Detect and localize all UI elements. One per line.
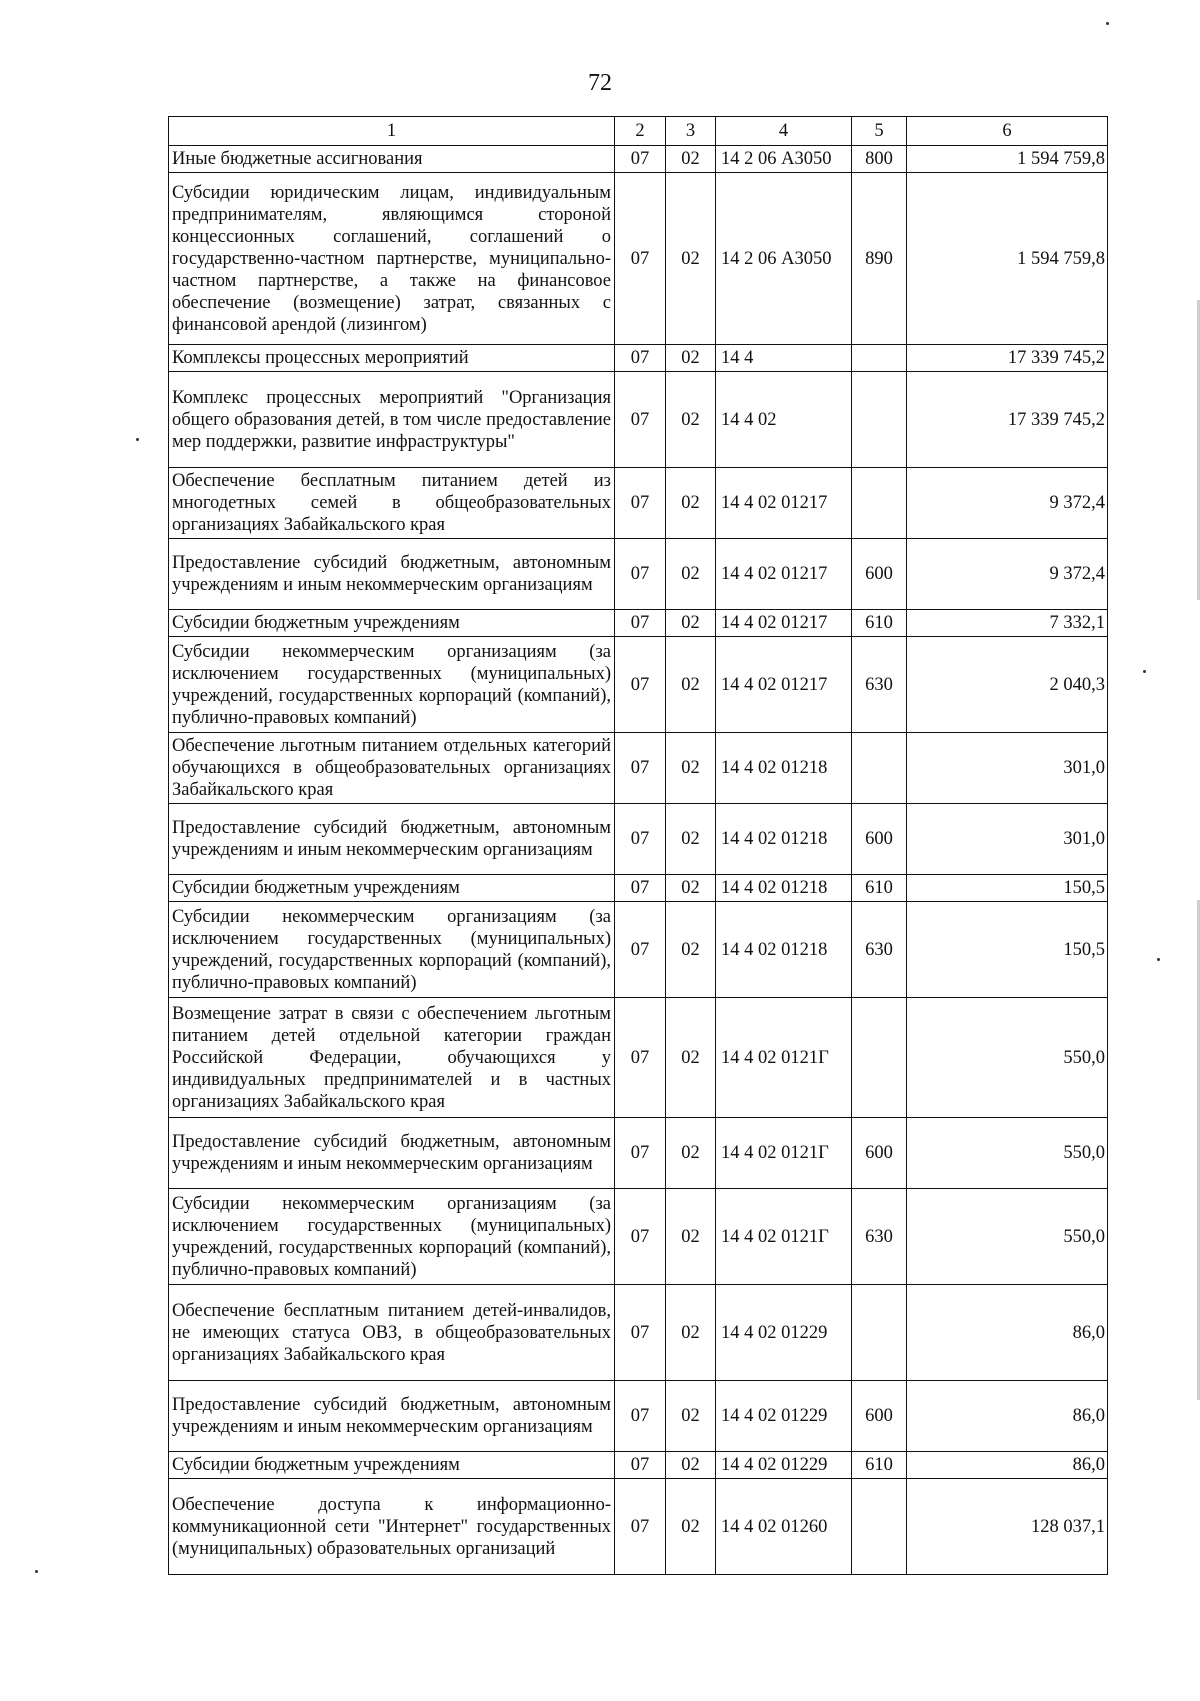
section-code-cell: 07	[615, 173, 666, 345]
section-code-cell: 07	[615, 610, 666, 637]
expense-type-cell: 600	[852, 539, 907, 610]
section-code-cell: 07	[615, 1189, 666, 1285]
section-code-cell: 07	[615, 733, 666, 804]
table-row	[169, 539, 1108, 610]
table-row	[169, 610, 1108, 637]
row-name-cell: Субсидии некоммерческим организациям (за исключением государственных (муниципальных) учреждений, государственных корпораций (компаний), публично-правовых компаний)	[169, 637, 615, 733]
amount-cell: 86,0	[907, 1452, 1108, 1479]
amount-cell: 7 332,1	[907, 610, 1108, 637]
subsection-code-cell: 02	[666, 902, 716, 998]
expense-type-cell: 600	[852, 1381, 907, 1452]
row-name-cell: Субсидии некоммерческим организациям (за исключением государственных (муниципальных) учреждений, государственных корпораций (компаний), публично-правовых компаний)	[169, 902, 615, 998]
row-name-cell: Обеспечение бесплатным питанием детей из многодетных семей в общеобразовательных организациях Забайкальского края	[169, 468, 615, 539]
target-article-cell: 14 4 02 01217	[716, 610, 852, 637]
target-article-cell: 14 4 02 01218	[716, 875, 852, 902]
subsection-code-cell: 02	[666, 1189, 716, 1285]
subsection-code-cell: 02	[666, 1285, 716, 1381]
section-code-cell: 07	[615, 1452, 666, 1479]
column-header: 4	[716, 117, 852, 146]
target-article-cell: 14 4 02 01260	[716, 1479, 852, 1575]
table-row	[169, 372, 1108, 468]
amount-cell: 9 372,4	[907, 539, 1108, 610]
expense-type-cell: 600	[852, 804, 907, 875]
subsection-code-cell: 02	[666, 610, 716, 637]
row-name-cell: Комплекс процессных мероприятий "Организация общего образования детей, в том числе предоставление мер поддержки, развитие инфраструктуры"	[169, 372, 615, 468]
subsection-code-cell: 02	[666, 1479, 716, 1575]
expense-type-cell	[852, 372, 907, 468]
table-row	[169, 1285, 1108, 1381]
amount-cell: 301,0	[907, 733, 1108, 804]
amount-cell: 9 372,4	[907, 468, 1108, 539]
amount-cell: 86,0	[907, 1285, 1108, 1381]
table-row	[169, 345, 1108, 372]
expense-type-cell: 610	[852, 610, 907, 637]
table-row	[169, 1452, 1108, 1479]
row-name-cell: Возмещение затрат в связи с обеспечением льготным питанием детей отдельной категории граждан Российской Федерации, обучающихся у индивидуальных предпринимателей и в частных организациях Забайкальского края	[169, 998, 615, 1118]
table-row	[169, 1189, 1108, 1285]
subsection-code-cell: 02	[666, 637, 716, 733]
amount-cell: 17 339 745,2	[907, 372, 1108, 468]
target-article-cell: 14 4 02 01229	[716, 1381, 852, 1452]
expense-type-cell	[852, 733, 907, 804]
expense-type-cell	[852, 1479, 907, 1575]
target-article-cell: 14 4 02 01229	[716, 1452, 852, 1479]
section-code-cell: 07	[615, 1118, 666, 1189]
expense-type-cell: 630	[852, 902, 907, 998]
row-name-cell: Субсидии бюджетным учреждениям	[169, 610, 615, 637]
amount-cell: 550,0	[907, 1189, 1108, 1285]
scan-speck	[136, 438, 139, 441]
table-row	[169, 637, 1108, 733]
row-name-cell: Комплексы процессных мероприятий	[169, 345, 615, 372]
row-name-cell: Предоставление субсидий бюджетным, автономным учреждениям и иным некоммерческим организациям	[169, 1118, 615, 1189]
subsection-code-cell: 02	[666, 733, 716, 804]
table-row	[169, 468, 1108, 539]
target-article-cell: 14 4 02 01218	[716, 902, 852, 998]
expense-type-cell	[852, 345, 907, 372]
section-code-cell: 07	[615, 875, 666, 902]
target-article-cell: 14 4 02 0121Г	[716, 1189, 852, 1285]
amount-cell: 150,5	[907, 902, 1108, 998]
amount-cell: 1 594 759,8	[907, 146, 1108, 173]
subsection-code-cell: 02	[666, 146, 716, 173]
target-article-cell: 14 4 02 01229	[716, 1285, 852, 1381]
section-code-cell: 07	[615, 146, 666, 173]
row-name-cell: Обеспечение льготным питанием отдельных категорий обучающихся в общеобразовательных организациях Забайкальского края	[169, 733, 615, 804]
target-article-cell: 14 4 02 01217	[716, 468, 852, 539]
row-name-cell: Предоставление субсидий бюджетным, автономным учреждениям и иным некоммерческим организациям	[169, 1381, 615, 1452]
section-code-cell: 07	[615, 902, 666, 998]
subsection-code-cell: 02	[666, 1118, 716, 1189]
expense-type-cell: 800	[852, 146, 907, 173]
expense-type-cell: 630	[852, 1189, 907, 1285]
target-article-cell: 14 4 02	[716, 372, 852, 468]
subsection-code-cell: 02	[666, 1381, 716, 1452]
row-name-cell: Иные бюджетные ассигнования	[169, 146, 615, 173]
subsection-code-cell: 02	[666, 804, 716, 875]
target-article-cell: 14 4 02 0121Г	[716, 998, 852, 1118]
row-name-cell: Обеспечение бесплатным питанием детей-инвалидов, не имеющих статуса ОВЗ, в общеобразовательных организациях Забайкальского края	[169, 1285, 615, 1381]
section-code-cell: 07	[615, 1285, 666, 1381]
table-row	[169, 733, 1108, 804]
scan-speck	[1143, 670, 1146, 673]
section-code-cell: 07	[615, 468, 666, 539]
subsection-code-cell: 02	[666, 173, 716, 345]
subsection-code-cell: 02	[666, 345, 716, 372]
target-article-cell: 14 4 02 01218	[716, 804, 852, 875]
subsection-code-cell: 02	[666, 468, 716, 539]
table-header-row	[169, 117, 1108, 146]
row-name-cell: Предоставление субсидий бюджетным, автономным учреждениям и иным некоммерческим организациям	[169, 539, 615, 610]
expense-type-cell	[852, 1285, 907, 1381]
amount-cell: 17 339 745,2	[907, 345, 1108, 372]
section-code-cell: 07	[615, 804, 666, 875]
section-code-cell: 07	[615, 1381, 666, 1452]
budget-table	[168, 116, 1108, 1575]
target-article-cell: 14 4 02 01218	[716, 733, 852, 804]
amount-cell: 301,0	[907, 804, 1108, 875]
row-name-cell: Субсидии бюджетным учреждениям	[169, 875, 615, 902]
amount-cell: 86,0	[907, 1381, 1108, 1452]
expense-type-cell: 600	[852, 1118, 907, 1189]
amount-cell: 2 040,3	[907, 637, 1108, 733]
amount-cell: 128 037,1	[907, 1479, 1108, 1575]
column-header: 1	[169, 117, 615, 146]
table-row	[169, 998, 1108, 1118]
amount-cell: 1 594 759,8	[907, 173, 1108, 345]
target-article-cell: 14 4	[716, 345, 852, 372]
section-code-cell: 07	[615, 1479, 666, 1575]
table-row	[169, 146, 1108, 173]
section-code-cell: 07	[615, 372, 666, 468]
column-header: 2	[615, 117, 666, 146]
table-row	[169, 902, 1108, 998]
subsection-code-cell: 02	[666, 875, 716, 902]
target-article-cell: 14 4 02 01217	[716, 637, 852, 733]
table-row	[169, 875, 1108, 902]
target-article-cell: 14 4 02 01217	[716, 539, 852, 610]
amount-cell: 550,0	[907, 1118, 1108, 1189]
section-code-cell: 07	[615, 345, 666, 372]
row-name-cell: Субсидии некоммерческим организациям (за исключением государственных (муниципальных) учреждений, государственных корпораций (компаний), публично-правовых компаний)	[169, 1189, 615, 1285]
row-name-cell: Субсидии юридическим лицам, индивидуальным предпринимателям, являющимся стороной концессионных соглашений, соглашений о государственно-частном партнерстве, муниципально-частном партнерстве, а также на финансовое обеспечение (возмещение) затрат, связанных с финансовой арендой (лизингом)	[169, 173, 615, 345]
column-header: 6	[907, 117, 1108, 146]
target-article-cell: 14 4 02 0121Г	[716, 1118, 852, 1189]
amount-cell: 550,0	[907, 998, 1108, 1118]
expense-type-cell: 630	[852, 637, 907, 733]
expense-type-cell: 890	[852, 173, 907, 345]
subsection-code-cell: 02	[666, 372, 716, 468]
target-article-cell: 14 2 06 А3050	[716, 173, 852, 345]
expense-type-cell	[852, 998, 907, 1118]
subsection-code-cell: 02	[666, 1452, 716, 1479]
table-row	[169, 173, 1108, 345]
amount-cell: 150,5	[907, 875, 1108, 902]
expense-type-cell: 610	[852, 875, 907, 902]
table-row	[169, 804, 1108, 875]
section-code-cell: 07	[615, 998, 666, 1118]
row-name-cell: Обеспечение доступа к информационно-коммуникационной сети "Интернет" государственных (муниципальных) образовательных организаций	[169, 1479, 615, 1575]
table-row	[169, 1118, 1108, 1189]
page-number: 72	[588, 70, 612, 96]
scan-speck	[1157, 958, 1160, 961]
section-code-cell: 07	[615, 637, 666, 733]
expense-type-cell: 610	[852, 1452, 907, 1479]
row-name-cell: Предоставление субсидий бюджетным, автономным учреждениям и иным некоммерческим организациям	[169, 804, 615, 875]
expense-type-cell	[852, 468, 907, 539]
subsection-code-cell: 02	[666, 998, 716, 1118]
scan-speck	[1106, 22, 1109, 25]
target-article-cell: 14 2 06 А3050	[716, 146, 852, 173]
table-row	[169, 1479, 1108, 1575]
column-header: 3	[666, 117, 716, 146]
row-name-cell: Субсидии бюджетным учреждениям	[169, 1452, 615, 1479]
table-row	[169, 1381, 1108, 1452]
section-code-cell: 07	[615, 539, 666, 610]
subsection-code-cell: 02	[666, 539, 716, 610]
scan-speck	[35, 1570, 38, 1573]
column-header: 5	[852, 117, 907, 146]
